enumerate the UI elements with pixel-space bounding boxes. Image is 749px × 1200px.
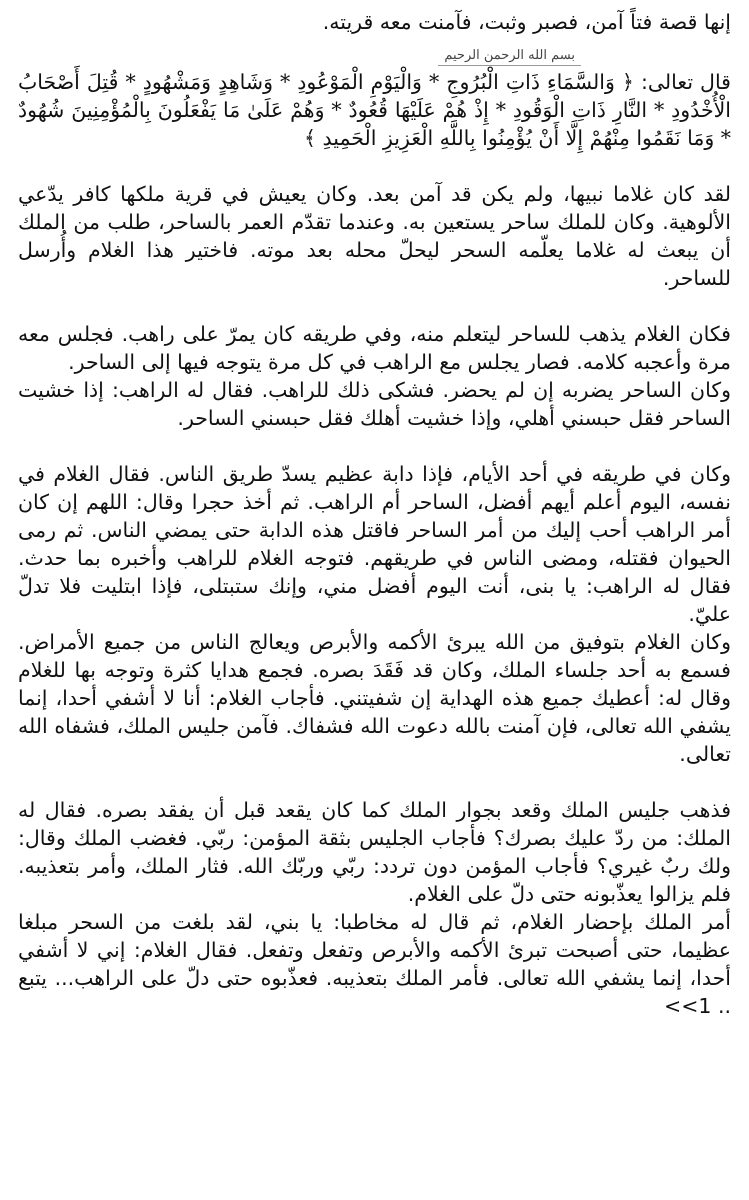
story-paragraph: لقد كان غلاما نبيها، ولم يكن قد آمن بعد. وكان يعيش في قرية ملكها كافر يدّعي الألوهية. وكان للملك ساحر يستعين به. وعندما تقدّم العمر بالساحر، طلب من الملك أن يبعث له غلاما يعلّمه السحر ليحلّ محله بعد موته. فاختير هذا الغلام وأُرسل للساحر. — [18, 182, 731, 290]
quran-quote — [18, 68, 731, 152]
story-paragraph: فكان الغلام يذهب للساحر ليتعلم منه، وفي طريقه كان يمرّ على راهب. فجلس معه مرة وأعجبه كلامه. فصار يجلس مع الراهب في كل مرة يتوجه فيها إلى الساحر. — [18, 322, 731, 374]
article — [18, 0, 731, 1020]
story-paragraph: وكان في طريقه في أحد الأيام، فإذا دابة عظيم يسدّ طريق الناس. فقال الغلام في نفسه، اليوم أعلم أيهم أفضل، الساحر أم الراهب. ثم أخذ حجرا وقال: اللهم إن كان أمر الراهب أحب إليك من أمر الساحر فاقتل هذه الدابة حتى يمضي الناس. ثم رمى الحيوان فقتله، ومضى الناس في طريقهم. فتوجه الغلام للراهب وأخبره بما حدث. فقال له الراهب: يا بنى، أنت اليوم أفضل مني، وإنك ستبتلى، فإذا ابتليت فلا تدلّ عليّ. — [18, 462, 731, 626]
quran-verses: ﴿ وَالسَّمَاءِ ذَاتِ الْبُرُوجِ * وَالْيَوْمِ الْمَوْعُودِ * وَشَاهِدٍ وَمَشْهُودٍ * قُتِلَ أَصْحَابُ الْأُخْدُودِ * النَّارِ ذَاتِ الْوَقُودِ * إِذْ هُمْ عَلَيْهَا قُعُودٌ * وَهُمْ عَلَىٰ مَا يَفْعَلُونَ بِالْمُؤْمِنِينَ شُهُودٌ * وَمَا نَقَمُوا مِنْهُمْ إِلَّا أَنْ يُؤْمِنُوا بِاللَّهِ الْعَزِيزِ الْحَمِيدِ ﴾ — [18, 70, 731, 150]
basmala-calligraphy — [18, 38, 731, 66]
story-paragraph: أمر الملك بإحضار الغلام، ثم قال له مخاطبا: يا بني، لقد بلغت من السحر مبلغا عظيما، حتى أصبحت تبرئ الأكمه والأبرص وتفعل وتفعل. فقال الغلام: إني لا أشفي أحدا، إنما يشفي الله تعالى. فأمر الملك بتعذيبه. فعذّبوه حتى دلّ على الراهب... يتبع .. 1>> — [18, 910, 731, 1018]
story-paragraph: فذهب جليس الملك وقعد بجوار الملك كما كان يقعد قبل أن يفقد بصره. فقال له الملك: من ردّ عليك بصرك؟ فأجاب الجليس بثقة المؤمن: ربّي. فغضب الملك وقال: ولك ربٌ غيري؟ فأجاب المؤمن دون تردد: ربّي وربّك الله. فثار الملك، وأمر بتعذيبه. فلم يزالوا يعذّبونه حتى دلّ على الغلام. — [18, 798, 731, 906]
intro-line: إنها قصة فتاً آمن، فصبر وثبت، فآمنت معه قريته. — [322, 10, 731, 34]
story-paragraph: وكان الساحر يضربه إن لم يحضر. فشكى ذلك للراهب. فقال له الراهب: إذا خشيت الساحر فقل حبسني أهلي، وإذا خشيت أهلك فقل حبسني الساحر. — [18, 378, 731, 430]
story-paragraph: وكان الغلام بتوفيق من الله يبرئ الأكمه والأبرص ويعالج الناس من جميع الأمراض. فسمع به أحد جلساء الملك، وكان قد فَقَدَ بصره. فجمع هدايا كثرة وتوجه بها للغلام وقال له: أعطيك جميع هذه الهداية إن شفيتني. فأجاب الغلام: أنا لا أشفي أحدا، إنما يشفي الله تعالى، فإن آمنت بالله دعوت الله فشفاك. فآمن جليس الملك، فشفاه الله تعالى. — [18, 630, 731, 766]
quran-lead: قال تعالى: — [640, 70, 731, 94]
basmala-text: بسم الله الرحمن الرحيم — [438, 47, 581, 66]
